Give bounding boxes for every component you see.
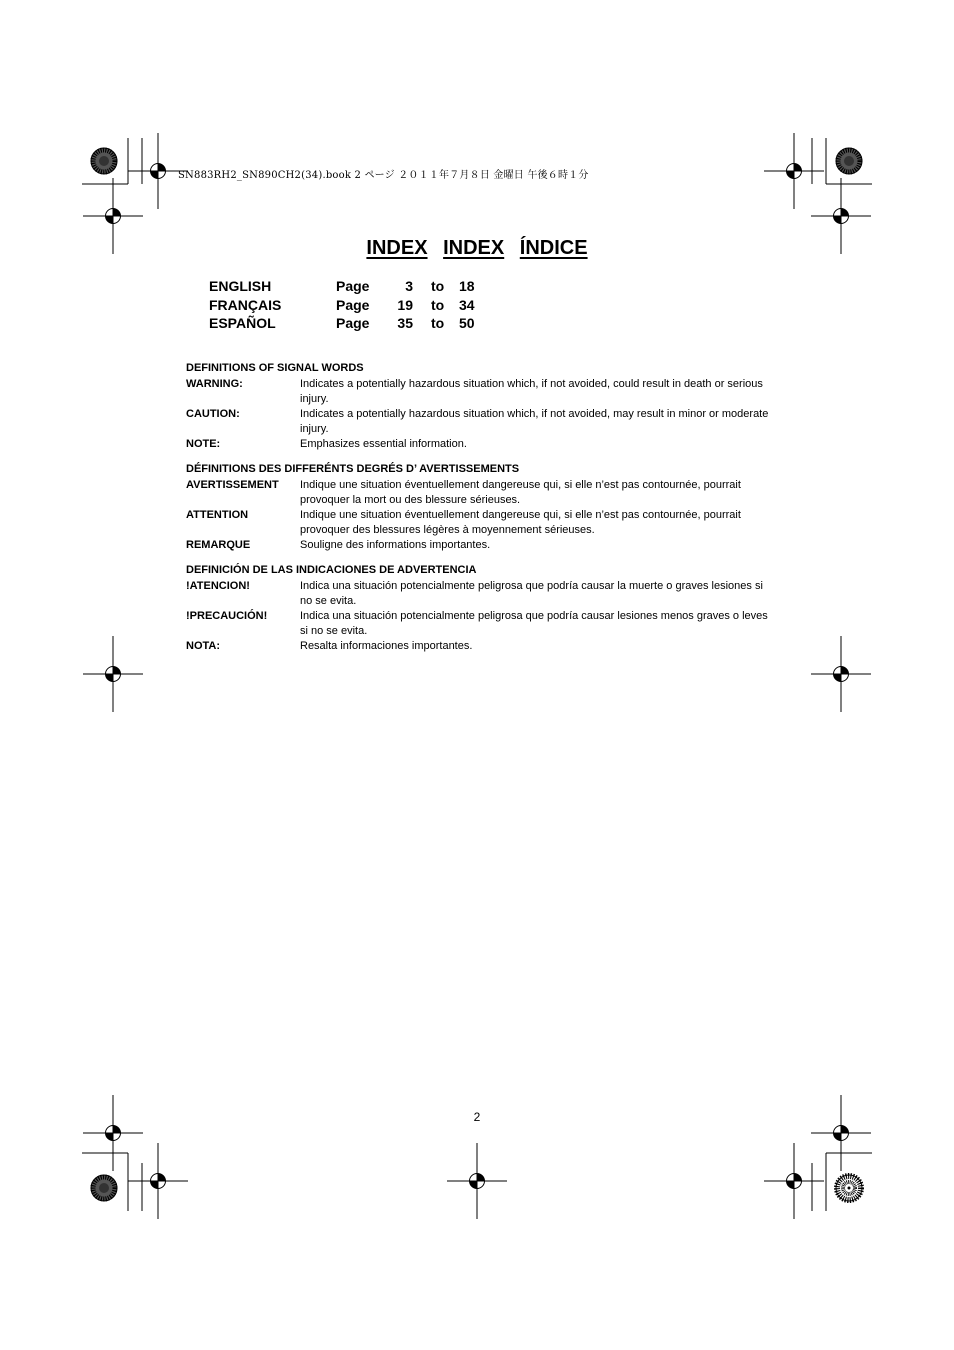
- index-from: 3: [405, 278, 413, 294]
- index-to-word: to: [431, 297, 445, 313]
- signal-term: CAUTION:: [186, 408, 240, 420]
- page-number: 2: [473, 1110, 481, 1124]
- index-to-word: to: [431, 278, 445, 294]
- signal-description: Indica una situación potencialmente peligrosa que podría causar la muerte o graves lesiones si no se evita.: [300, 580, 763, 607]
- signal-description: Indique une situation éventuellement dangereuse qui, si elle n’est pas contournée, pourrait provoquer la mort ou des blessure sérieuses.: [300, 479, 741, 506]
- signal-description: Indicates a potentially hazardous situation which, if not avoided, may result in minor or moderate injury.: [300, 408, 769, 435]
- signal-description: Resalta informaciones importantes.: [300, 640, 473, 652]
- signal-description: Indicates a potentially hazardous situation which, if not avoided, could result in death or serious injury.: [300, 378, 763, 405]
- definition-row: [186, 538, 776, 553]
- index-language: ENGLISH: [209, 278, 272, 294]
- definition-row: [186, 437, 776, 452]
- signal-term: REMARQUE: [186, 539, 251, 551]
- signal-term: ATTENTION: [186, 509, 249, 521]
- definition-row: [186, 478, 776, 508]
- signal-term: WARNING:: [186, 378, 243, 390]
- signal-term: !PRECAUCIÓN!: [186, 610, 268, 622]
- title-index-fr: INDEX: [443, 237, 505, 259]
- section-heading-english: DEFINITIONS OF SIGNAL WORDS: [186, 362, 364, 374]
- title-index-en: INDEX: [366, 237, 428, 259]
- section-heading-spanish: DEFINICIÓN DE LAS INDICACIONES DE ADVERTENCIA: [186, 564, 477, 576]
- signal-term: NOTA:: [186, 640, 221, 652]
- signal-description: Emphasizes essential information.: [300, 438, 467, 450]
- signal-description: Indique une situation éventuellement dangereuse qui, si elle n’est pas contournée, pourrait provoquer des blessures légères à moyennement sérieuses.: [300, 509, 741, 536]
- section-heading-french: DÉFINITIONS DES DIFFERÉNTS DEGRÉS D’ AVERTISSEMENTS: [186, 463, 520, 475]
- index-language: FRANÇAIS: [209, 297, 282, 313]
- definition-row: [186, 508, 776, 538]
- title-indice-es: ÍNDICE: [519, 237, 588, 259]
- index-to: 34: [459, 297, 475, 313]
- index-to-word: to: [431, 315, 445, 331]
- page-title: [0, 237, 954, 260]
- definition-row: [186, 609, 776, 639]
- index-from: 35: [397, 315, 413, 331]
- signal-term: NOTE:: [186, 438, 221, 450]
- index-page-word: Page: [336, 315, 370, 331]
- signal-description: Indica una situación potencialmente peligrosa que podría causar lesiones menos graves o leves si no se evita.: [300, 610, 768, 637]
- definition-row: [186, 579, 776, 609]
- definition-row: [186, 377, 776, 407]
- definition-row: [186, 407, 776, 437]
- index-language: ESPAÑOL: [209, 315, 276, 331]
- index-page-word: Page: [336, 297, 370, 313]
- signal-description: Souligne des informations importantes.: [300, 539, 491, 551]
- index-to: 50: [459, 315, 475, 331]
- index-to: 18: [459, 278, 475, 294]
- signal-term: AVERTISSEMENT: [186, 479, 279, 491]
- book-file-info: SN883RH2_SN890CH2(34).book 2 ページ ２０１１年７月８日 金曜日 午後６時１分: [178, 170, 589, 181]
- index-from: 19: [397, 297, 413, 313]
- index-page-word: Page: [336, 278, 370, 294]
- definition-row: [186, 639, 776, 654]
- signal-term: !ATENCION!: [186, 580, 250, 592]
